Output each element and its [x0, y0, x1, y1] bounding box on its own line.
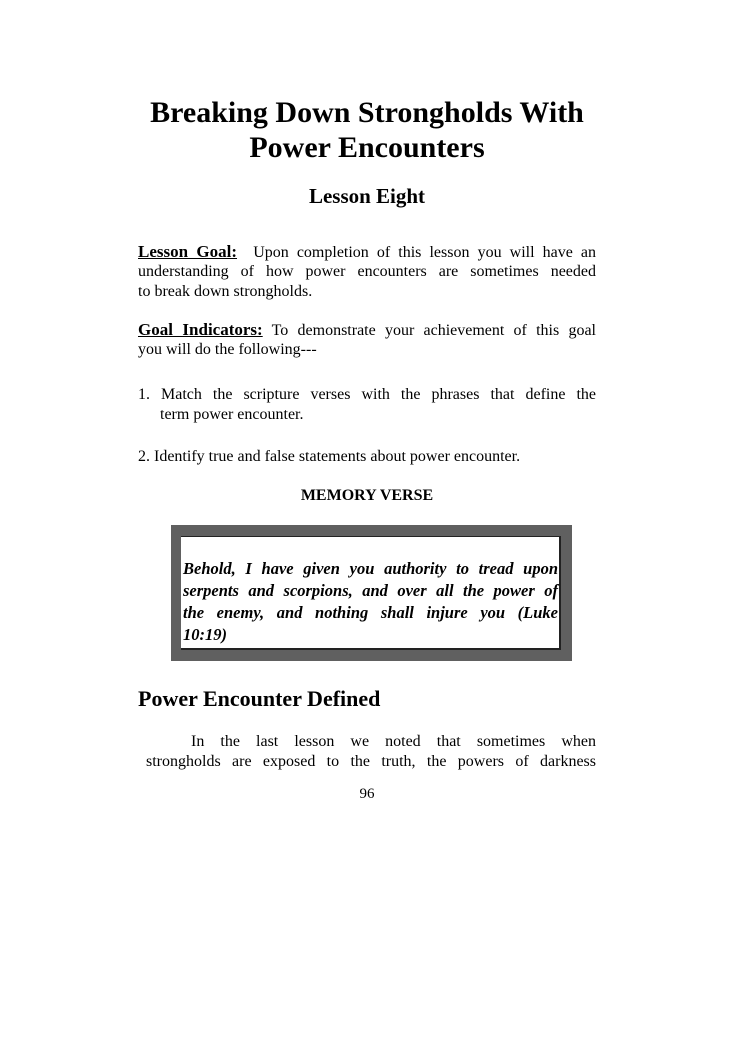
- memory-verse-box: [171, 525, 572, 661]
- section-heading: Power Encounter Defined: [138, 686, 381, 711]
- lesson-goal-line-1: Lesson Goal: Upon completion of this lesson you will have an: [138, 242, 597, 261]
- title-line-1: Breaking Down Strongholds With: [150, 96, 584, 129]
- goal-indicators-line-1: Goal Indicators: To demonstrate your achievement of this goal: [138, 320, 596, 339]
- lesson-subtitle: Lesson Eight: [308, 184, 426, 208]
- lesson-goal-label: Lesson Goal:: [138, 242, 238, 261]
- list-item-1-line-2: term power encounter.: [160, 406, 304, 423]
- memory-verse-inner: [181, 536, 561, 650]
- body-line-2: strongholds are exposed to the truth, the powers of darkness: [146, 753, 596, 770]
- lesson-goal-line-2: understanding of how power encounters are sometimes needed: [138, 263, 596, 280]
- lesson-goal-line-3: to break down strongholds.: [138, 283, 313, 300]
- verse-line-3: the enemy, and nothing shall injure you (Luke: [183, 603, 558, 622]
- goal-indicators-line-2: you will do the following---: [138, 341, 317, 358]
- page-title: [0, 95, 734, 165]
- verse-line-1: Behold, I have given you authority to tread upon: [183, 559, 558, 578]
- page-number: 96: [359, 786, 375, 802]
- verse-line-4: 10:19): [183, 625, 227, 644]
- verse-line-2: serpents and scorpions, and over all the power of: [183, 581, 558, 600]
- memory-verse-heading: MEMORY VERSE: [300, 487, 434, 504]
- body-line-1: In the last lesson we noted that sometimes when: [191, 733, 596, 750]
- list-item-1-line-1: 1. Match the scripture verses with the phrases that define the: [138, 386, 596, 403]
- goal-indicators-label: Goal Indicators:: [138, 320, 263, 339]
- list-item-2: 2. Identify true and false statements about power encounter.: [138, 448, 521, 465]
- title-line-2: Power Encounters: [249, 131, 485, 164]
